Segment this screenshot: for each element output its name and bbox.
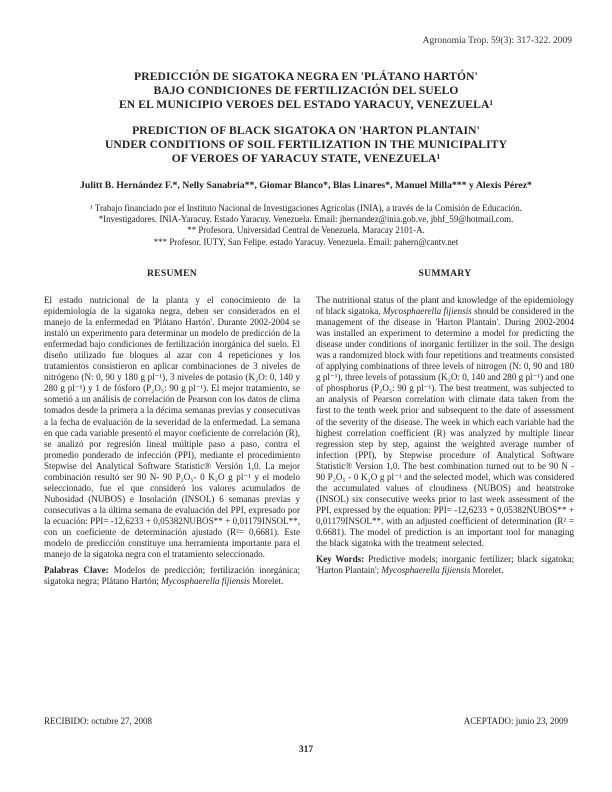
affiliations [40,203,572,248]
summary-heading: SUMMARY [418,268,472,279]
accepted-date: ACEPTADO: junio 23, 2009 [463,716,568,726]
page-number: 317 [298,745,314,755]
affiliation-line: *** Profesor. IUTY, San Felipe. estado Yaracuy. Venezuela. Email: pahern@cantv.net [153,236,459,247]
title-english-line: UNDER CONDITIONS OF SOIL FERTILIZATION IN THE MUNICIPALITY [104,138,508,151]
title-english [40,124,572,166]
affiliation-line: ¹ Trabajo financiado por el Instituto Nacional de Investigaciones Agrícolas (INIA), a través de la Comisión de Educación. [90,203,522,213]
keywords-label: Palabras Clave: [44,565,109,576]
title-spanish-line: EN EL MUNICIPIO VEROES DEL ESTADO YARACUY, VENEZUELA¹ [118,98,494,111]
keywords-label: Key Words: [316,554,365,565]
title-spanish [40,70,572,112]
resumen-text: El estado nutricional de la planta y el conocimiento de la epidemiología de la sigatoka negra, deben ser considerados en el manejo de la enfermedad en 'Plátano Hartón'. Durante 2002-2004 se instaló un experimento para determinar un modelo de predicción de la enfermedad bajo condiciones de fertilización inorgánica del suelo. El diseño utilizado fue bloques al azar con 4 repeticiones y los tratamientos consistieron en aplicar combinaciones de 3 niveles de nitrógeno (N: 0, 90 y 180 g pl⁻¹), 3 niveles de potasio (K₂O: 0, 140 y 280 g pl⁻¹) y 1 de fósforo (P₂O₅: 90 g pl⁻¹). El mejor tratamiento, se sometió a un análisis de correlación de Pearson con los datos de clima tomados desde la primera a la décima semanas previas y consecutivas a la fecha de evaluación de la severidad de la enfermedad. La semana en que cada variable presentó el mayor coeficiente de correlación (R), se analizó por regresión lineal múltiple paso a paso, contra el promedio ponderado de infección (PPI), mediante el procedimiento Stepwise del Analytical Software Statistic® Versión 1,0. La mejor combinación resultó ser 90 N- 90 P₂O₅- 0 K₂O g pl⁻¹ y el modelo seleccionado, fue el que consideró los valores acumulados de Nubosidad (NUBOS) e Insolación (INSOL) 6 semanas previas y consecutivas a la última semana de evaluación del PPI, expresado por la ecuación: PPI= -12,6233 + 0,05382NUBOS** + 0,01179INSOL**, con un coeficiente de determinación ajustado (R²= 0,6681). Este modelo de predicción constituye una herramienta importante para el manejo de la sigatoka negra con el tratamiento seleccionado. [44,295,300,560]
summary-text-start: The nutritional status of the plant and knowledge of the epidemiology of black sigatoka, [316,295,574,317]
keywords-species: Mycosphaerella fijiensis [161,576,251,587]
title-spanish-line: PREDICCIÓN DE SIGATOKA NEGRA EN 'PLÁTANO HARTÓN' [134,70,478,83]
title-spanish-line: BAJO CONDICIONES DE FERTILIZACIÓN DEL SUELO [153,84,459,97]
title-block [40,70,572,166]
summary-keywords [316,554,574,576]
resumen-keywords [44,565,300,587]
affiliation-line: *Investigadores. INIA-Yaracuy. Estado Yaracuy. Venezuela. Email: jhernandez@inia.gob.ve, jbhf_59@hotmail.com. [98,214,514,225]
keywords-species: Mycosphaerella fijiensis [381,565,471,576]
resumen-heading: RESUMEN [146,268,198,279]
summary-column [316,268,574,576]
keywords-text: Predictive models; inorganic fertilizer; black sigatoka; 'Harton Plantain'; [316,554,575,576]
summary-text [316,295,574,549]
title-english-line: PREDICTION OF BLACK SIGATOKA ON 'HARTON PLANTAIN' [132,124,480,137]
keywords-tail: Morelet. [472,565,504,576]
keywords-tail: Morelet. [252,576,284,587]
received-date: RECIBIDO: octubre 27, 2008 [44,716,152,726]
resumen-column [44,268,300,587]
title-english-line: OF VEROES OF YARACUY STATE, VENEZUELA¹ [171,152,441,165]
summary-species: Mycosphaerella fijiensis [382,306,472,317]
summary-text-rest: should be considered in the management of the disease in 'Harton Plantain'. During 2002-2004 was installed an experiment to determine a model for predicting the disease under conditions of inorganic fertilizer in the soil. The design was a randomized block with four repetitions and treatments consisted of applying combinations of three levels of nitrogen (N: 0, 90 and 180 g pl⁻¹), three levels of potassium (K₂O: 0, 140 and 280 g pl⁻¹) and one of phosphorus (P₂O₅: 90 g pl⁻¹). The best treatment, was subjected to an analysis of Pearson correlation with climate data taken from the first to the tenth week prior and subsequent to the date of assessment of the severity of the disease. The week in which each variable had the highest correlation coefficient (R) was analyzed by multiple linear regression step by step, against the weighted average number of infection (PPI), by Stepwise procedure of Analytical Software Statistic® Version 1,0. The best combination turned out to be 90 N - 90 P₂O₅ - 0 K₂O g pl⁻¹ and the selected model, which was considered the accumulated values of cloudiness (NUBOS) and heatstroke (INSOL) six consecutive weeks prior to last week assessment of the PPI, expressed by the equation: PPI= -12,6233 + 0,05382NUBOS** + 0,01179INSOL**. with an adjusted coefficient of determination (R² = 0.6681). The model of prediction is an important tool for managing the black sigatoka with the treatment selected. [316,306,574,549]
author-list: Julitt B. Hernández F.*, Nelly Sanabria**, Giomar Blanco*, Blas Linares*, Manuel Milla*** y Alexis Pérez* [80,180,532,191]
keywords-text: Modelos de predicción; fertilización inorgánica; sigatoka negra; Plátano Hartón; [44,565,300,587]
affiliation-line: ** Profesora. Universidad Central de Venezuela. Maracay 2101-A. [187,225,425,236]
journal-citation: Agronomía Trop. 59(3): 317-322. 2009 [422,36,572,46]
